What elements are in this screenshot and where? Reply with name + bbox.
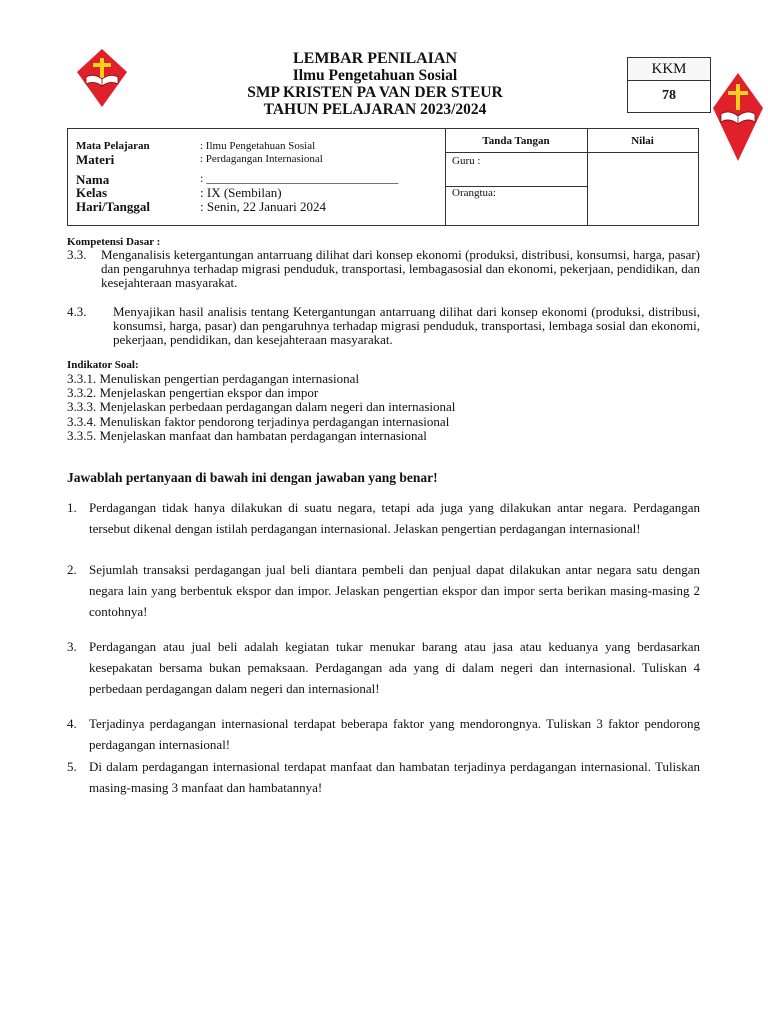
student-info-box [67,128,699,226]
indikator-item: 3.3.2. Menjelaskan pengertian ekspor dan impor [67,385,319,401]
kompetensi-item [67,305,700,347]
question-number: 4. [67,716,77,731]
instruction-text: Jawablah pertanyaan di bawah ini dengan jawaban yang benar! [67,470,438,485]
question-text: Perdagangan atau jual beli adalah kegiatan tukar menukar barang atau jasa atau keduanya yang berdasarkan kesepakatan bersama bukan pemaksaan. Perdagangan ada yang di dalam negeri dan internasional. Tuliskan 4 perbedaan perdagangan dalam negeri dan internasional! [89,639,700,696]
question-item [67,559,700,622]
question-text: Terjadinya perdagangan internasional terdapat beberapa faktor yang mendorongnya. Tuliskan 3 faktor pendorong perdagangan internasional! [89,716,700,752]
question-item [67,756,700,798]
question-item [67,636,700,699]
kelas-value: : IX (Sembilan) [200,185,282,200]
kompetensi-text: Menyajikan hasil analisis tentang Ketergantungan antarruang dilihat dari konsep ekonomi (produksi, distribusi, konsumsi, harga, pasar) dan pengaruhnya terhadap migrasi penduduk, transportasi, lembaga sosial dan ekonomi, pekerjaan, pendidikan, dan kesejahteraan masyarakat. [113,304,700,347]
indikator-item: 3.3.4. Menuliskan faktor pendorong terjadinya perdagangan internasional [67,413,450,429]
mata-pelajaran-value: : Ilmu Pengetahuan Sosial [200,140,316,152]
kompetensi-number: 3.3. [67,247,87,262]
document-header [150,50,600,118]
school-name: SMP KRISTEN PA VAN DER STEUR [247,84,503,101]
kkm-label: KKM [628,58,710,81]
nama-field[interactable]: : ________________________________ [200,171,399,185]
nilai-header: Nilai [631,135,654,147]
guru-signature-label: Guru : [452,155,481,167]
materi-value: : Perdagangan Internasional [200,153,323,165]
question-text: Perdagangan tidak hanya dilakukan di suatu negara, tetapi ada juga yang dilakukan antar negara. Perdagangan tersebut dikenal dengan istilah perdagangan internasional. Jelaskan pengertian perdagangan internasional! [89,500,700,536]
indikator-heading: Indikator Soal: [67,359,139,371]
school-logo-left [76,48,128,108]
academic-year: TAHUN PELAJARAN 2023/2024 [263,101,487,118]
mata-pelajaran-label: Mata Pelajaran [76,140,150,152]
question-text: Di dalam perdagangan internasional terdapat manfaat dan hambatan terjadinya perdagangan internasional. Tuliskan masing-masing 3 manfaat dan hambatannya! [89,759,700,795]
hari-tanggal-label: Hari/Tanggal [76,199,150,214]
materi-label: Materi [76,152,115,167]
indikator-item: 3.3.1. Menuliskan pengertian perdagangan internasional [67,371,360,386]
nama-label: Nama [76,172,110,187]
kompetensi-heading: Kompetensi Dasar : [67,236,161,248]
indikator-list [67,372,699,443]
kelas-label: Kelas [76,185,108,200]
indikator-item: 3.3.5. Menjelaskan manfaat dan hambatan perdagangan internasional [67,427,427,443]
kompetensi-number: 4.3. [67,304,87,319]
school-logo-right [712,72,764,162]
indikator-item: 3.3.3. Menjelaskan perbedaan perdagangan dalam negeri dan internasional [67,399,456,415]
kkm-value: 78 [662,88,676,103]
kompetensi-item [67,248,700,290]
question-number: 5. [67,759,77,774]
question-number: 1. [67,500,77,515]
question-number: 3. [67,639,77,654]
question-item [67,713,700,755]
hari-tanggal-value: : Senin, 22 Januari 2024 [200,199,327,214]
tanda-tangan-header: Tanda Tangan [482,135,550,147]
question-text: Sejumlah transaksi perdagangan jual beli diantara pembeli dan penjual dapat dilakukan antar negara satu dengan negara lain yang berbentuk ekspor dan impor. Jelaskan pengertian ekspor dan impor serta berikan masing-masing 2 contohnya! [89,562,700,619]
kompetensi-text: Menganalisis ketergantungan antarruang dilihat dari konsep ekonomi (produksi, distribusi, konsumsi, harga, pasar) dan pengaruhnya terhadap migrasi penduduk, transportasi, lembagasosial dan ekonomi, pekerjaan, pendidikan, dan kesejahteraan masyarakat. [101,247,700,290]
document-title: LEMBAR PENILAIAN [292,50,457,67]
orangtua-signature-label: Orangtua: [452,187,496,199]
question-number: 2. [67,562,77,577]
subject-title: Ilmu Pengetahuan Sosial [292,67,458,84]
kkm-box [627,57,711,113]
question-item [67,497,700,539]
